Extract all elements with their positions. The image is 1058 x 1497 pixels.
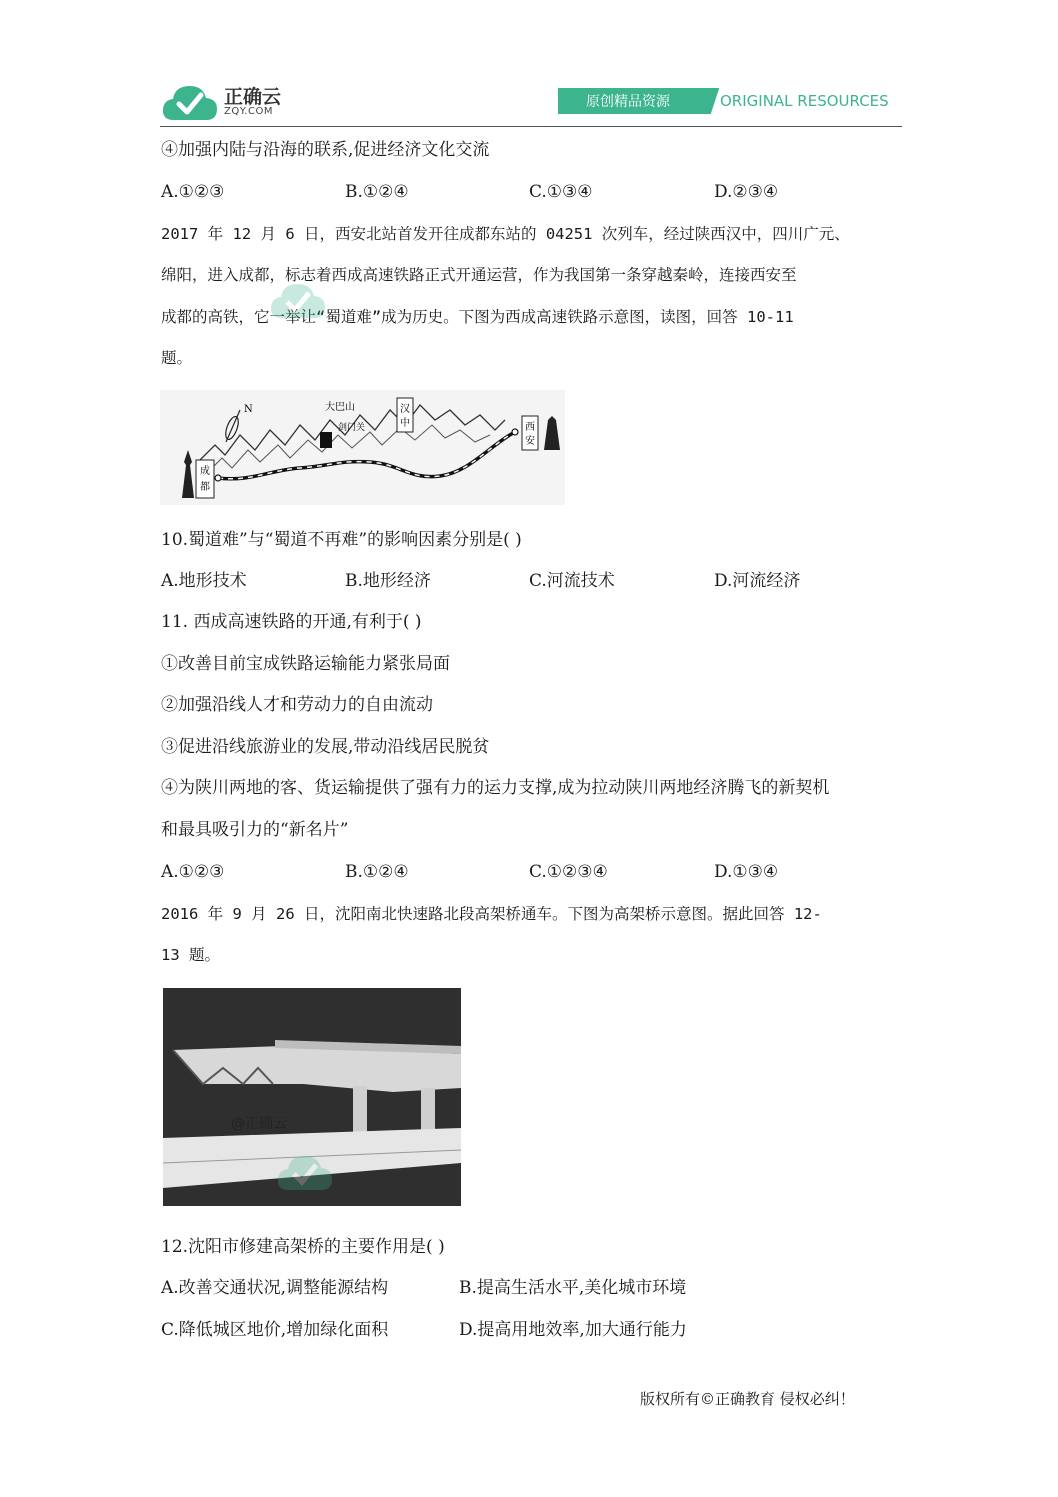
passage2-line2: 13 题。 xyxy=(161,946,220,964)
q10-option-d: D.河流经济 xyxy=(714,571,801,591)
map-hanzhong-char1: 汉 xyxy=(400,404,410,415)
logo-url: ZQY.COM xyxy=(224,106,273,117)
q10-option-a: A.地形技术 xyxy=(161,571,247,591)
passage1-line3: 成都的高铁，它一举让“蜀道难”成为历史。下图为西成高速铁路示意图，读图，回答 10-11 xyxy=(161,308,794,326)
watermark-logo-icon-2 xyxy=(275,1150,335,1194)
banner-en: ORIGINAL RESOURCES xyxy=(720,92,889,110)
map-jianmen-label: 剑门关 xyxy=(338,423,366,433)
q12-option-b: B.提高生活水平,美化城市环境 xyxy=(459,1278,687,1298)
map-chengdu-char1: 成 xyxy=(200,466,210,477)
q11-option-b: B.①②④ xyxy=(345,862,409,882)
q12-option-a: A.改善交通状况,调整能源结构 xyxy=(161,1278,389,1298)
page-header xyxy=(160,76,902,128)
q12-option-d: D.提高用地效率,加大通行能力 xyxy=(459,1320,687,1340)
logo-name: 正确云 xyxy=(224,86,282,108)
passage1-line2: 绵阳，进入成都，标志着西成高速铁路正式开通运营，作为我国第一条穿越秦岭，连接西安至 xyxy=(161,266,797,284)
q9-option-c: C.①③④ xyxy=(529,182,593,202)
q11-item4: ④为陕川两地的客、货运输提供了强有力的运力支撑,成为拉动陕川两地经济腾飞的新契机 xyxy=(161,778,830,798)
q11-stem: 11. 西成高速铁路的开通,有利于( ) xyxy=(161,612,422,632)
passage1-line4: 题。 xyxy=(161,349,193,367)
q11-item2: ②加强沿线人才和劳动力的自由流动 xyxy=(161,695,433,715)
q10-option-c: C.河流技术 xyxy=(529,571,615,591)
bridge-watermark-text: @正确云 xyxy=(231,1116,287,1132)
q11-option-c: C.①②③④ xyxy=(529,862,608,882)
railway-map-figure xyxy=(160,390,565,505)
q12-stem: 12.沈阳市修建高架桥的主要作用是( ) xyxy=(161,1237,445,1257)
railway-map-drawing xyxy=(160,390,565,505)
q11-item3: ③促进沿线旅游业的发展,带动沿线居民脱贫 xyxy=(161,737,490,757)
q9-item4: ④加强内陆与沿海的联系,促进经济文化交流 xyxy=(161,140,490,160)
banner-text: 原创精品资源 xyxy=(586,94,670,110)
q11-item1: ①改善目前宝成铁路运输能力紧张局面 xyxy=(161,654,450,674)
q10-option-b: B.地形经济 xyxy=(345,571,431,591)
map-hanzhong-char2: 中 xyxy=(400,418,410,429)
passage2-line1: 2016 年 9 月 26 日，沈阳南北快速路北段高架桥通车。下图为高架桥示意图。据此回答 12- xyxy=(161,905,822,923)
q10-stem: 10.蜀道难”与“蜀道不再难”的影响因素分别是( ) xyxy=(161,530,522,550)
q11-item4-cont: 和最具吸引力的“新名片” xyxy=(161,820,349,840)
map-xian-char2: 安 xyxy=(525,436,535,447)
q12-option-c: C.降低城区地价,增加绿化面积 xyxy=(161,1320,389,1340)
copyright-footer: 版权所有©正确教育 侵权必纠！ xyxy=(640,1390,855,1408)
q11-option-d: D.①③④ xyxy=(714,862,779,882)
header-divider xyxy=(160,126,902,127)
q11-option-a: A.①②③ xyxy=(161,862,225,882)
q9-option-d: D.②③④ xyxy=(714,182,779,202)
map-chengdu-char2: 都 xyxy=(200,482,210,493)
map-north-label: N xyxy=(244,404,253,415)
map-xian-char1: 西 xyxy=(525,422,535,433)
watermark-logo-icon xyxy=(268,278,328,322)
q9-option-b: B.①②④ xyxy=(345,182,409,202)
map-daba-label: 大巴山 xyxy=(325,402,355,413)
passage1-line1: 2017 年 12 月 6 日，西安北站首发开往成都东站的 04251 次列车，经过陕西汉中，四川广元、 xyxy=(161,225,850,243)
q9-option-a: A.①②③ xyxy=(161,182,225,202)
